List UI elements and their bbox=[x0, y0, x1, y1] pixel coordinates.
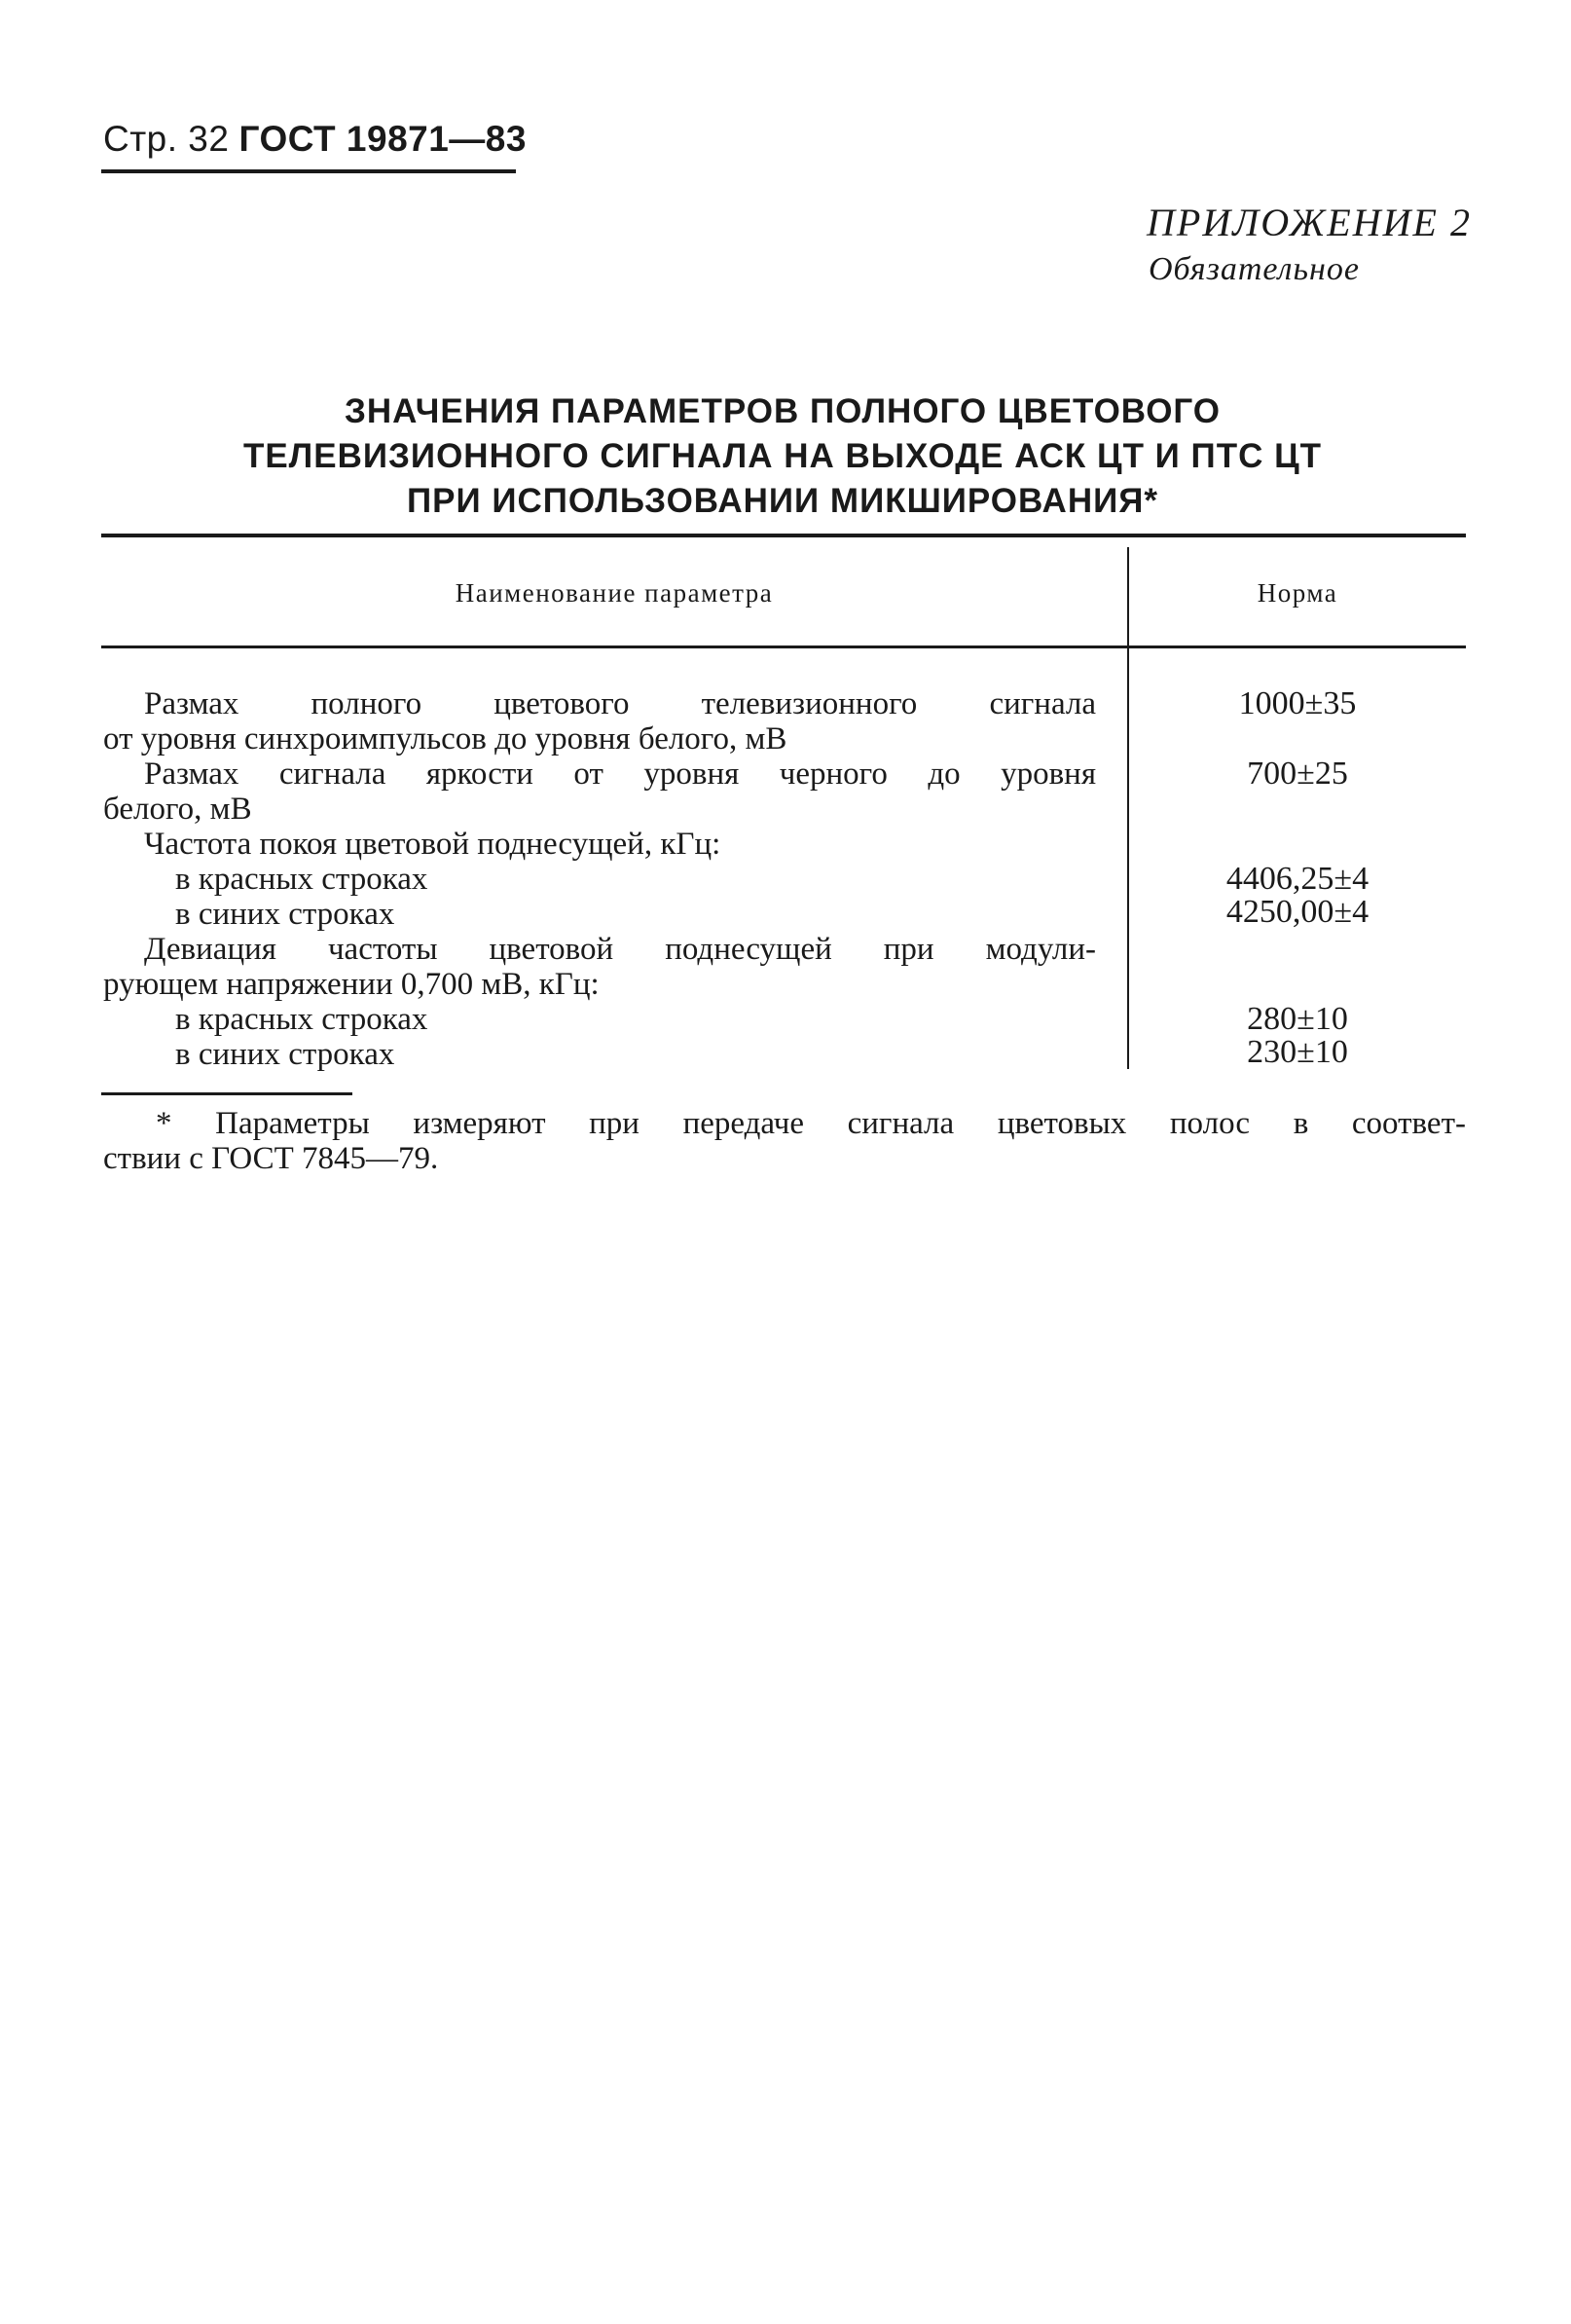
title-line: ПРИ ИСПОЛЬЗОВАНИИ МИКШИРОВАНИЯ* bbox=[406, 482, 1159, 520]
norm-value: 1000±35 bbox=[1238, 685, 1357, 721]
page-header bbox=[103, 119, 527, 160]
column-header-norm: Норма bbox=[1257, 578, 1338, 608]
footnote-rule bbox=[101, 1092, 352, 1095]
parameter-line: от уровня синхроимпульсов до уровня белого, мВ bbox=[103, 721, 787, 756]
norm-value: 4406,25±4 bbox=[1225, 861, 1370, 897]
parameter-line: Частота покоя цветовой поднесущей, кГц: bbox=[144, 827, 721, 862]
parameter-line: в красных строках bbox=[175, 1002, 428, 1037]
appendix-status: Обязательное bbox=[1149, 251, 1360, 287]
table-top-rule bbox=[101, 534, 1466, 537]
column-header-parameter: Наименование параметра bbox=[455, 578, 774, 608]
table-header-rule bbox=[101, 646, 1466, 648]
footnote-line: * Параметры измеряют при передаче сигнала цветовых полос в соответ- bbox=[156, 1106, 1466, 1141]
parameter-line: в синих строках bbox=[175, 897, 395, 932]
parameter-line: в синих строках bbox=[175, 1037, 395, 1072]
header-rule bbox=[101, 169, 516, 173]
page-number: Стр. 32 bbox=[103, 119, 230, 159]
parameter-line: Размах полного цветового телевизионного сигнала bbox=[144, 686, 1096, 721]
document-title bbox=[101, 389, 1464, 524]
parameter-line: рующем напряжении 0,700 мВ, кГц: bbox=[103, 967, 600, 1002]
title-line: ЗНАЧЕНИЯ ПАРАМЕТРОВ ПОЛНОГО ЦВЕТОВОГО bbox=[344, 392, 1222, 430]
norm-value: 4250,00±4 bbox=[1225, 894, 1370, 930]
parameter-line: белого, мВ bbox=[103, 792, 252, 827]
norm-value: 280±10 bbox=[1247, 1001, 1348, 1037]
parameter-line: Девиация частоты цветовой поднесущей при модули- bbox=[144, 932, 1096, 967]
parameter-line: Размах сигнала яркости от уровня черного до уровня bbox=[144, 756, 1096, 792]
parameter-line: в красных строках bbox=[175, 862, 428, 897]
title-line: ТЕЛЕВИЗИОННОГО СИГНАЛА НА ВЫХОДЕ АСК ЦТ И ПТС ЦТ bbox=[242, 437, 1323, 475]
norm-value: 230±10 bbox=[1247, 1034, 1348, 1070]
standard-number: ГОСТ 19871—83 bbox=[238, 119, 527, 159]
footnote-line: ствии с ГОСТ 7845—79. bbox=[103, 1141, 439, 1176]
table-column-divider bbox=[1127, 547, 1129, 1069]
appendix-title: ПРИЛОЖЕНИЕ 2 bbox=[1147, 201, 1472, 244]
norm-value: 700±25 bbox=[1247, 756, 1348, 792]
